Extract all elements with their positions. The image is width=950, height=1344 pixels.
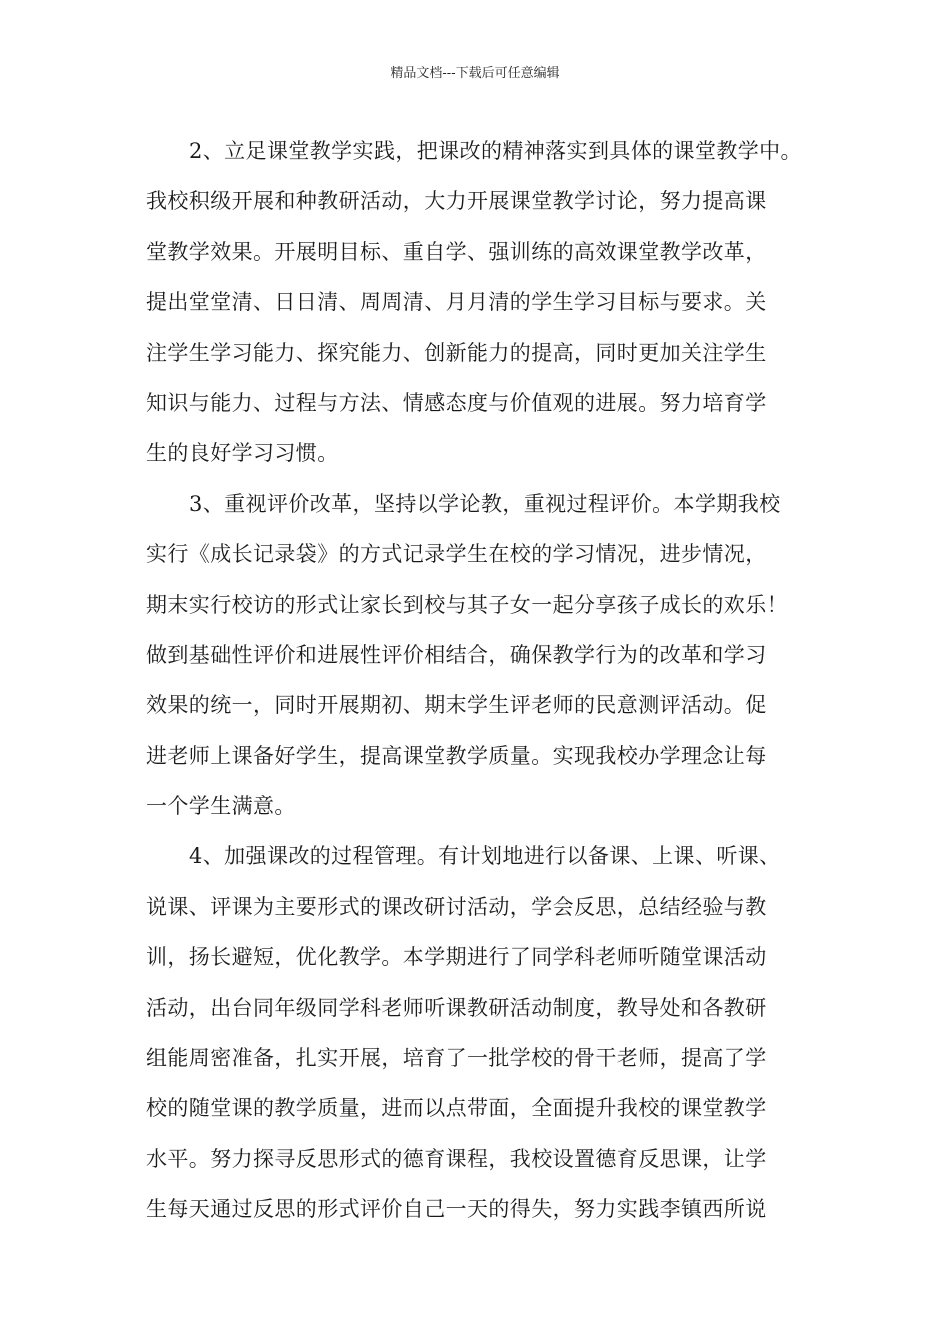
text-line: 活动，出台同年级同学科老师听课教研活动制度，教导处和各教研 xyxy=(146,995,767,1020)
text-line: 期末实行校访的形式让家长到校与其子女一起分享孩子成长的欢乐！ xyxy=(146,592,788,617)
text-line: 说课、评课为主要形式的课改研讨活动，学会反思，总结经验与教 xyxy=(146,894,767,919)
text-line: 效果的统一，同时开展期初、期末学生评老师的民意测评活动。促 xyxy=(146,693,767,718)
text-line: 知识与能力、过程与方法、情感态度与价值观的进展。努力培育学 xyxy=(146,390,767,415)
text-line: 组能周密准备，扎实开展，培育了一批学校的骨干老师，提高了学 xyxy=(146,1046,767,1071)
text-line: 水平。努力探寻反思形式的德育课程，我校设置德育反思课，让学 xyxy=(146,1146,767,1171)
paragraph-3 xyxy=(146,488,826,841)
text-line: 注学生学习能力、探究能力、创新能力的提高，同时更加关注学生 xyxy=(146,340,767,365)
text-line: 生每天通过反思的形式评价自己一天的得失，努力实践李镇西所说 xyxy=(146,1197,767,1222)
paragraph-2 xyxy=(146,135,826,488)
text-line: 训，扬长避短，优化教学。本学期进行了同学科老师听随堂课活动 xyxy=(146,945,767,970)
text-line: 提出堂堂清、日日清、周周清、月月清的学生学习目标与要求。关 xyxy=(146,290,767,315)
text-line: 进老师上课备好学生，提高课堂教学质量。实现我校办学理念让每 xyxy=(146,743,767,768)
text-line: 实行《成长记录袋》的方式记录学生在校的学习情况，进步情况， xyxy=(146,542,767,567)
text-line: 生的良好学习习惯。 xyxy=(146,441,339,466)
page-header: 精品文档---下载后可任意编辑 xyxy=(390,66,560,81)
text-line: 我校积级开展和种教研活动，大力开展课堂教学讨论，努力提高课 xyxy=(146,189,767,214)
text-line: 2、立足课堂教学实践，把课改的精神落实到具体的课堂教学中。 xyxy=(189,139,802,163)
paragraph-4 xyxy=(146,840,826,1243)
document-body xyxy=(146,135,826,1244)
text-line: 做到基础性评价和进展性评价相结合，确保教学行为的改革和学习 xyxy=(146,642,767,667)
text-line: 堂教学效果。开展明目标、重自学、强训练的高效课堂教学改革， xyxy=(146,239,767,264)
text-line: 4、加强课改的过程管理。有计划地进行以备课、上课、听课、 xyxy=(189,844,781,869)
text-line: 校的随堂课的教学质量，进而以点带面，全面提升我校的课堂教学 xyxy=(146,1096,767,1121)
text-line: 3、重视评价改革，坚持以学论教，重视过程评价。本学期我校 xyxy=(189,491,781,516)
text-line: 一个学生满意。 xyxy=(146,794,296,819)
